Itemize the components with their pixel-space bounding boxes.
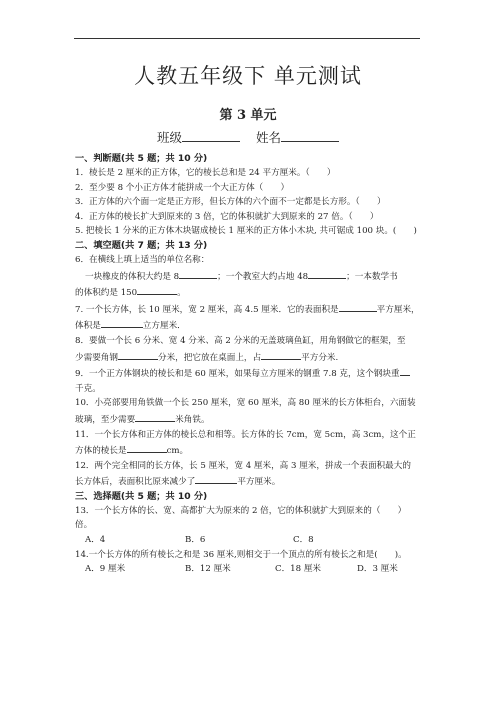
question-13-line2: 倍。 <box>75 520 93 531</box>
question-10-line1: 10．小亮部要用角铁做一个长 250 厘米，宽 60 厘米，高 80 厘米的长方体柜台，六面装 <box>75 398 416 409</box>
q14-option-c[interactable]: C．18 厘米 <box>275 564 322 575</box>
q9-blank[interactable] <box>400 365 410 376</box>
question-8-line1: 8．要做一个长 6 分米、宽 4 分米、高 2 分米的无盖玻璃鱼缸，用角钢做它的框架，至 <box>75 335 406 346</box>
question-6-line2 <box>75 284 425 301</box>
q13-option-b[interactable]: B．6 <box>185 535 206 546</box>
question-6-line1 <box>75 268 425 285</box>
q6-text-c: ；一本数学书 <box>346 271 398 282</box>
q9-text-a: 9．一个正方体钢块的棱长和是 60 厘米，如果每立方厘米的钢重 7.8 克，这个钢块重 <box>75 369 400 380</box>
q7-text-d: 立方厘米． <box>142 321 186 332</box>
q7-text-c: 体积是 <box>75 321 101 332</box>
q11-text-b: 方体的棱长是 <box>75 446 127 457</box>
question-10-line2 <box>75 411 425 428</box>
question-8-line2 <box>75 349 425 366</box>
q13-option-c[interactable]: C．8 <box>293 535 314 546</box>
q13-option-a[interactable]: A．4 <box>85 535 106 546</box>
q8-blank-1[interactable] <box>118 349 158 360</box>
question-7-line2 <box>75 317 425 334</box>
q8-blank-2[interactable] <box>261 349 301 360</box>
q8-text-d: 平方分米. <box>301 352 339 363</box>
question-2: 2．至少要 8 个小正方体才能拼成一个大正方体（ ） <box>75 182 290 193</box>
q6-blank-1[interactable] <box>179 268 217 279</box>
q12-text-c: 平方厘米。 <box>237 477 281 488</box>
q11-blank[interactable] <box>127 442 167 453</box>
q6-text-b: ；一个教室大约占地 48 <box>217 271 309 282</box>
question-12-line2 <box>75 473 425 490</box>
q10-text-c: 米角铁。 <box>175 414 210 425</box>
q7-text-b: 平方厘米， <box>376 304 420 315</box>
question-content <box>75 152 425 577</box>
section-heading-choice: 三、选择题(共 5 题；共 10 分) <box>75 490 208 502</box>
question-4: 4．正方体的棱长扩大到原来的 3 倍，它的体积就扩大到原来的 27 倍。（ ） <box>75 211 379 222</box>
q7-blank-2[interactable] <box>101 317 143 328</box>
question-14-options <box>75 562 425 577</box>
question-12-line1: 12．两个完全相同的长方体，长 5 厘米，宽 4 厘米，高 3 厘米，拼成一个表面积最大的 <box>75 460 411 471</box>
header-rule <box>74 38 420 39</box>
q6-blank-2[interactable] <box>308 268 346 279</box>
class-blank[interactable] <box>182 129 240 142</box>
question-13-line1: 13．一个长方体的长、宽、高都扩大为原来的 2 倍，它的体积就扩大到原来的（ ） <box>75 505 407 516</box>
question-13-options <box>75 533 425 548</box>
class-name-line <box>0 128 496 146</box>
q10-text-b: 玻璃，至少需要 <box>75 414 136 425</box>
question-6-intro: 6．在横线上填上适当的单位名称： <box>75 254 210 265</box>
q14-option-a[interactable]: A．9 厘米 <box>85 564 126 575</box>
name-label: 姓名 <box>255 130 281 145</box>
question-9-line2: 千克。 <box>75 383 101 394</box>
section-heading-fill: 二、填空题(共 7 题；共 13 分) <box>75 239 208 251</box>
q6-text-d: 的体积约是 150 <box>75 288 138 299</box>
question-5: 5. 把棱长 1 分米的正方体木块锯成棱长 1 厘米的正方体小木块, 共可锯成 100 块。( ) <box>75 226 417 237</box>
question-7-line1 <box>75 301 425 318</box>
q11-text-c: cm。 <box>166 446 189 457</box>
page-title: 人教五年级下 单元测试 <box>134 64 362 88</box>
q12-blank[interactable] <box>195 473 237 484</box>
question-3: 3．正方体的六个面一定是正方形，但长方体的六个面不一定都是长方形。（ ） <box>75 197 386 208</box>
q6-blank-3[interactable] <box>137 284 177 295</box>
question-11-line1: 11．一个长方体和正方体的棱长总和相等。长方体的长 7cm，宽 5cm，高 3cm，这个正 <box>75 429 416 440</box>
question-1: 1．棱长是 2 厘米的正方体，它的棱长总和是 24 平方厘米。（ ） <box>75 168 336 178</box>
q6-text-a: 一块橡皮的体积大约是 8 <box>85 271 180 282</box>
question-14: 14.一个长方体的所有棱长之和是 36 厘米,则相交于一个顶点的所有棱长之和是( )。 <box>75 549 407 560</box>
q6-text-e: 。 <box>177 288 186 299</box>
q12-text-b: 长方体后，表面积比原来减少了 <box>75 477 196 488</box>
class-label: 班级 <box>157 130 183 145</box>
q7-blank-1[interactable] <box>339 301 377 312</box>
q7-text-a: 7. 一个长方体，长 10 厘米，宽 2 厘米，高 4.5 厘米．它的表面积是 <box>75 304 339 315</box>
q10-blank[interactable] <box>135 411 175 422</box>
name-blank[interactable] <box>281 129 339 142</box>
section-heading-judgement: 一、判断题(共 5 题；共 10 分) <box>75 153 208 164</box>
q8-text-b: 少需要角钢 <box>75 352 118 363</box>
q8-text-c: 分米，把它放在桌面上，占 <box>157 352 262 363</box>
q14-option-d[interactable]: D．3 厘米 <box>357 564 398 575</box>
unit-heading: 第 3 单元 <box>219 108 277 123</box>
q14-option-b[interactable]: B．12 厘米 <box>185 564 231 575</box>
question-9-line1 <box>75 365 425 382</box>
question-11-line2 <box>75 442 425 459</box>
